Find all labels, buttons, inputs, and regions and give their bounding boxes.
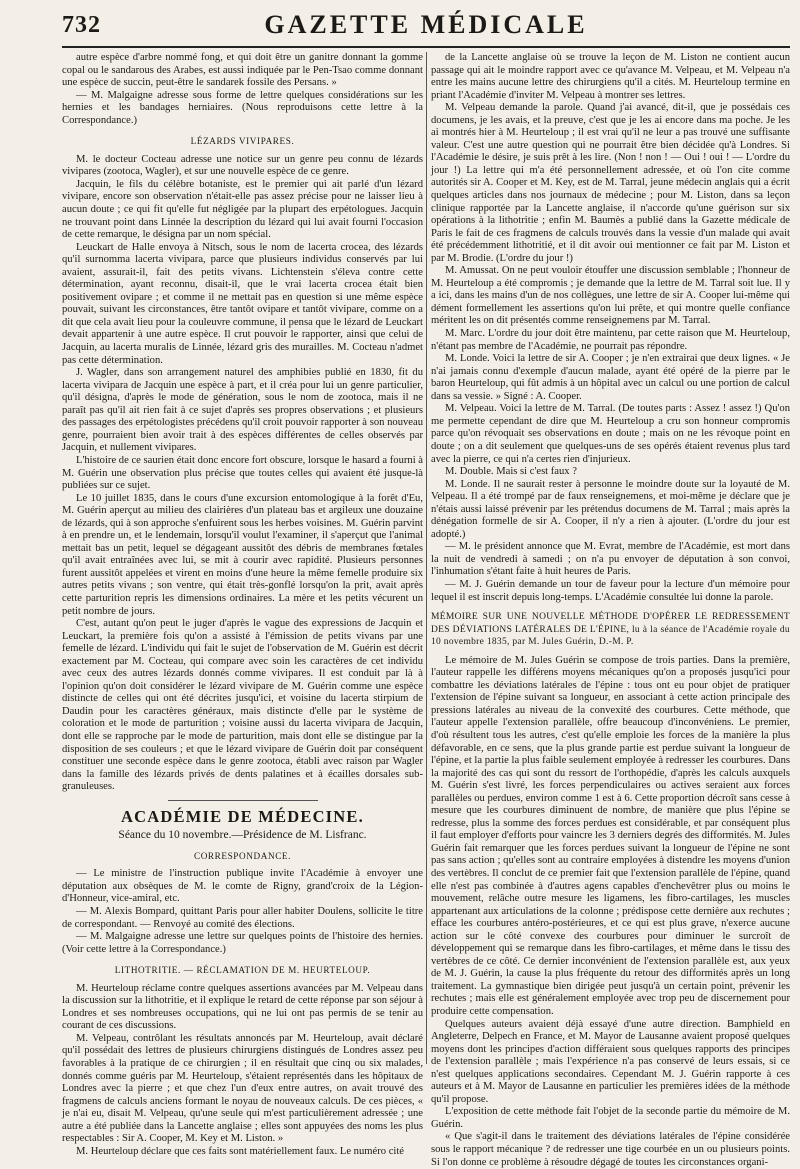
paragraph: L'exposition de cette méthode fait l'objet de la seconde partie du mémoire de M. Guérin. (431, 1106, 790, 1130)
paragraph: L'histoire de ce saurien était donc encore fort obscure, lorsque le hasard a fourni à M. Guérin une observation plus précise que toutes celles qui avaient été jusque-là publiées sur ce sujet. (62, 454, 423, 492)
paragraph: M. Heurteloup réclame contre quelques assertions avancées par M. Velpeau dans la discussion sur la lithotritie, et il explique le retard de cette réponse par son séjour à Londres et ses nombreuses occupations, qui ne lui ont pas permis de se tenir au courant de ces discussions. (62, 982, 423, 1032)
journal-title: GAZETTE MÉDICALE (264, 10, 588, 39)
paragraph: Le 10 juillet 1835, dans le cours d'une excursion entomologique à la forêt d'Eu, M. Guérin aperçut au milieu des clairières d'un plateau bas et argileux une douzaine de lézards, qui à son approche s'enfuirent sous les herbes voisines. M. Guérin parvint à en prendre un, et le lendemain, lorsqu'il voulut l'examiner, il s'aperçut que l'animal mettait bas un petit, lequel se dégageant aussitôt des débris de membranes fœtales qu'il avait entraînées avec lui, se mit à courir avec rapidité. Plusieurs personnes furent aussitôt appelées et virent en moins d'une heure la même femelle produire six autres petits vivans ; son ventre, qui était très-gonflé lorsqu'on la prit, avait après cette parturition repris les dimensions ordinaires. La mère et les petits vécurent un petit nombre de jours. (62, 492, 423, 617)
paragraph: C'est, autant qu'on peut le juger d'après le vague des expressions de Jacquin et Leuckart, la première fois qu'on a assisté à l'émission de petits vivans par une femelle de lézard. L'individu qui fait le sujet de l'observation de M. Guérin est décrit exactement par M. Cocteau, qui compare avec soin les caractères de cet individu avec ceux des autres lézards donnés comme vivipares. Il est conduit par là à l'opinion qu'on doit considérer le lézard vivipare de M. Guérin comme une espèce distincte de celles qui ont été décrites jusqu'ici, et voisine du lacerta stirpium de Daudin pour les caractères généraux, mais distincte d'elle par le système de coloration et le mode de parturition ; voisine aussi du lacerta vivipara de Jacquin, dont elle se rapproche par le mode de parturition, mais dont elle se distingue par la disposition de ses couleurs ; et que le lézard vivipare de Guérin doit par conséquent constituer une seconde espèce dans le genre zootoca, établi avec raison par Wagler dans la famille des lézards privés de dents palatines et à écailles dorsales sub-granuleuses. (62, 618, 423, 793)
paragraph: M. Velpeau. Voici la lettre de M. Tarral. (De toutes parts : Assez ! assez !) Qu'on me permette cependant de dire que M. Heurteloup a cru son honneur compromis parce qu'on révoquait ses observations en doute ; mais on ne les révoque point en doute ; on a dit seulement que quelques-uns de ses opérés étaient revenus plus tard avec la pierre, ce qui n'a certes rien d'injurieux. (431, 403, 790, 465)
column-divider (426, 52, 427, 1064)
section-heading-lithotritie: LITHOTRITIE. — RÉCLAMATION DE M. HEURTELOUP. (114, 965, 371, 976)
paragraph: — M. J. Guérin demande un tour de faveur pour la lecture d'un mémoire pour lequel il est inscrit depuis long-temps. L'Académie consultée lui donne la parole. (431, 578, 790, 603)
section-separator (168, 800, 318, 801)
paragraph: M. Velpeau demande la parole. Quand j'ai avancé, dit-il, que je possédais ces documens, je les avais, et la preuve, c'est que je les ai encore dans ma poche. Je les ai montrés hier à M. Heurteloup ; il est vrai qu'il ne leur a pas trouvé une suffisante valeur. C'est une autre question qui ne pourrait être bien décidée qu'à Londres. Si l'Académie le désire, je suis prêt à les lire. (Non ! non ! — Oui ! oui ! — L'ordre du jour !) La lettre qui m'a été personnellement adressée, et où l'on cite comme autorités sir A. Cooper et M. Key, est de M. Tarral, jeune médecin anglais qui a écrit quelques articles dans nos journaux de médecine ; pour M. Liston, dans sa leçon clinique rapportée par la Lancette anglaise, il n'accorde qu'une guérison sur six opérations à la lithotritie ; enfin M. Baumès a publié dans la Gazette médicale de Paris le fait de ces fragmens de calculs trouvés dans la vessie d'un malade qui avait été précédemment lithotritié, et il dit avoir oui mentionner ce fait par M. Liston et par M. Brodie. (L'ordre du jour !) (431, 102, 790, 264)
paragraph: autre espèce d'arbre nommé fong, et qui doit être un ganitre donnant la gomme copal ou le sandarous des Arabes, est aussi indiquée par le Pen-Tsao comme donnant une espèce de succin, peut-être le sandarek fossile des Persans. » (62, 52, 423, 89)
paragraph: M. Marc. L'ordre du jour doit être maintenu, par cette raison que M. Heurteloup, n'étant pas membre de l'Académie, ne pourrait pas répondre. (431, 328, 790, 352)
paragraph: M. Londe. Voici la lettre de sir A. Cooper ; je n'en extrairai que deux lignes. « Je n'ai jamais connu d'exemple d'aucun malade, ayant été opéré de la pierre par le baron Heurteloup, qui fût admis à un hôpital avec un calcul ou une portion de calcul dans sa vessie. » Signé : A. Cooper. (431, 353, 790, 402)
paragraph: de la Lancette anglaise où se trouve la leçon de M. Liston ne contient aucun passage qui ait le moindre rapport avec ce qu'avance M. Velpeau, et M. Velpeau n'a entre les mains aucune lettre des chirurgiens qu'il a cités. M. Heurteloup termine en priant l'Académie d'inviter M. Velpeau à montrer ses lettres. (431, 52, 790, 101)
section-heading-lezards: LÉZARDS VIVIPARES. (190, 136, 295, 147)
paragraph: M. Londe. Il ne saurait rester à personne le moindre doute sur la loyauté de M. Velpeau. Il a été trompé par de faux renseignemens, et moi-même je déclare que je n'étais aussi laissé prévenir par les prétendus documens de M. Tarral ; mais après la dénégation formelle de sir A. Cooper, il n'y a rien à ajouter. (L'ordre du jour est adopté.) (431, 478, 790, 540)
paragraph: M. le docteur Cocteau adresse une notice sur un genre peu connu de lézards vivipares (zootoca, Wagler), et sur une nouvelle espèce de ce genre. (62, 153, 423, 178)
paragraph: Jacquin, le fils du célèbre botaniste, est le premier qui ait parlé d'un lézard vivipare, encore son observation n'était-elle pas assez précise pour ne laisser lieu à aucun doute ; ce qui fit qu'elle fut négligée par la plupart des erpétologues. Jacquin ne trouvant point dans Linnée la description du lézard qui lui avait fourni l'occasion de cette remarque, le désigna par un nom spécial. (62, 178, 423, 241)
page-number: 732 (62, 12, 101, 38)
paragraph: J. Wagler, dans son arrangement naturel des amphibies publié en 1830, fit du lacerta vivipara de Jacquin une espèce à part, et il créa pour lui un genre particulier, qu'il désigna, d'après le mode de génération, sous le nom de zootoca, mais il ne paraît pas qu'il ait rien fait à ce sujet d'après ses propres observations ; et plusieurs des passages des erpétologistes précédens qu'il croit pouvoir rapporter à son nouveau genre, pourraient bien avoir trait à des espèces différentes de celles observés par Jacquin, et nullement vivipares. (62, 367, 423, 454)
paragraph: M. Double. Mais si c'est faux ? (445, 466, 577, 478)
paragraph: — M. Malgaigne adresse sous forme de lettre quelques considérations sur les hernies et les bandages herniaires. (Nous reproduisons cette lettre à la Correspondance.) (62, 89, 423, 126)
paragraph: — M. Alexis Bompard, quittant Paris pour aller habiter Doulens, sollicite le titre de correspondant. — Renvoyé au comité des élections. (62, 906, 423, 930)
right-column (431, 52, 790, 1168)
page-header (62, 8, 790, 42)
paragraph: M. Amussat. On ne peut vouloir étouffer une discussion semblable ; l'honneur de M. Heurteloup a été compromis ; je demande que la lettre de M. Tarral soit lue. Il y a ici, dans les mains d'un de nos collègues, une lettre de sir A. Cooper lui-même qui dément formellement les assertions qu'on lui prête, et qui montre quelle confiance méritent les on dit présentés comme renseignemens par M. Tarral. (431, 265, 790, 327)
seance-line: Séance du 10 novembre.—Présidence de M. Lisfranc. (118, 829, 367, 842)
section-heading-correspondance: CORRESPONDANCE. (193, 850, 292, 861)
paragraph: — M. le président annonce que M. Evrat, membre de l'Académie, est mort dans la nuit de vendredi à samedi ; on n'a pu envoyer de députation à son convoi, l'inhumation s'étant faite à huit heures de Paris. (431, 541, 790, 578)
paragraph: M. Velpeau, contrôlant les résultats annoncés par M. Heurteloup, avait déclaré qu'il possédait des lettres de plusieurs chirurgiens distingués de Londres assez peu favorables à la pratique de ce chirurgien ; il en résultait que cinq ou six malades, donnés comme guéris par M. Heurteloup, s'étaient représentés dans les hôpitaux de Londres avec la pierre ; et que chez l'un d'eux entre autres, on avait trouvé des fragmens de calculs anciens formant le noyau de nouveaux calculs. De ces pièces, « je n'ai eu, disait M. Velpeau, qu'une seule qui m'est particulièrement adressée ; une autre a été publiée dans la Lancette anglaise ; elles sont appuyées des noms les plus respectables : Sir A. Cooper, M. Key et M. Liston. » (62, 1032, 423, 1145)
academie-heading: ACADÉMIE DE MÉDECINE. (121, 806, 364, 826)
paragraph: Le mémoire de M. Jules Guérin se compose de trois parties. Dans la première, l'auteur rappelle les différens moyens mécaniques qu'on a proposés jusqu'ici pour combattre les déviations latérales de l'épine : tous ont eu pour objet de pratiquer l'extension de l'épine suivant sa longueur, en associant à cette action principale des pressions latérales au niveau de la convexité des courbures. Cette méthode, que l'auteur appelle l'extension parallèle, offre beaucoup d'inconvéniens. Le premier, d'où résultent tous les autres, c'est qu'elle emploie les forces de la manière la plus défavorable, en ce sens, que la plus grande partie est perdue suivant la longueur de l'épine, et la partie la plus faible seulement employée à redresser les courbures. Dans la majorité des cas qui sont du ressort de l'orthopédie, d'après les calculs auxquels M. Guérin s'est livré, les forces perpendiculaires ou actives seraient aux forces parallèles ou perdues, environ comme 1 est à 6. Cette proportion décroît sans cesse à mesure que les courbures diminuent de nombre, de manière que plus l'épine se redresse, plus la somme des forces perdues est considérable, et par conséquent plus il faut employer d'efforts pour vaincre les 3 derniers degrés des difformités. M. Jules Guérin fait remarquer que les forces perdues suivant la longueur de l'épine ne sont pas sans action ; qu'elles sont au contraire employées à distendre les moyens d'union des vertèbres. Il conclut de ce premier fait que l'extension parallèle de l'épine, quand elle n'est pas combinée à d'autres agens capables d'enchevêtrer plus ou moins le mouvement, relâche outre mesure les ligamens, les fibro-cartilages, les muscles appartenant aux articulations de la colonne ; prédispose cette dernière aux rechutes ; efface les courbures antéro-postérieures, et ce qui est plus grave, n'exerce aucune action sur le côté convexe des courbures pour diminuer le surcroît de développement qui se remarque dans les fibro-cartilages, et même dans le tissu des vertèbres de ce côté. Ce dernier inconvénient de l'extension parallèle est, aux yeux de M. J. Guérin, la cause la plus fréquente du retour des difformités après un long traitement. La gymnastique bien dirigée peut jusqu'à un certain point, prévenir les rechutes ; mais elle est généralement employée avec trop peu de discernement pour produire cette compensation. (431, 654, 790, 1018)
header-rule (62, 46, 790, 48)
left-column (62, 52, 423, 1157)
paragraph: « Que s'agit-il dans le traitement des déviations latérales de l'épine considérée sous le rapport mécanique ? de redresser une tige courbée en un ou plusieurs points. Si l'on donne ce problème à résoudre dégagé de toutes les circonstances organi- (431, 1131, 790, 1168)
memoire-heading: MÉMOIRE SUR UNE NOUVELLE MÉTHODE D'OPÉRER LE REDRESSEMENT DES DÉVIATIONS LATÉRALES DE L'ÉPINE, lu à la séance de l'Académie royale du 10 novembre 1835, par M. Jules Guérin, D.-M. P. (431, 612, 790, 648)
paragraph: — Le ministre de l'instruction publique invite l'Académie à envoyer une députation aux obsèques de M. le comte de Rigny, grand'croix de la Légion-d'Honneur, vice-amiral, etc. (62, 868, 423, 905)
paragraph: M. Heurteloup déclare que ces faits sont matériellement faux. Le numéro cité (76, 1145, 404, 1157)
paragraph: — M. Malgaigne adresse une lettre sur quelques points de l'histoire des hernies. (Voir cette lettre à la Correspondance.) (62, 931, 423, 955)
paragraph: Leuckart de Halle envoya à Nitsch, sous le nom de lacerta crocea, des lézards qu'il surnomma lacerta vivipara, parce que plusieurs individus conservés par lui avaient, assurait-il, fait des petits vivans. Lichtenstein s'éleva contre cette détermination, ayant reconnu, disait-il, que le vrai lacerta crocea était bien positivement ovipare ; et comme il ne mettait pas en question si une même espèce pouvait, suivant les circonstances, être tantôt ovipare et tantôt vivipare, comme on a dit que cela avait lieu pour la couleuvre commune, il pensa que le lézard de Leuckart devait appartenir à une autre espèce. Il crut pouvoir le rapporter, ainsi que celui de Jacquin, au lacerta muralis de Linnée, lézard gris des murailles. M. Cocteau n'admet pas cette détermination. (62, 241, 423, 366)
paragraph: Quelques auteurs avaient déjà essayé d'une autre direction. Bamphield en Angleterre, Delpech en France, et M. Mayor de Lausanne avaient proposé quelques moyens dont les principes d'action différaient sous quelques rapports des principes de l'extension parallèle ; mais l'expérience n'a pas conservé de leurs essais, si ce n'est quelques applications secondaires. Cependant M. J. Guérin rapporte à ces auteurs et à M. Mayor de Lausanne en particulier les premières idées de la méthode qu'il propose. (431, 1018, 790, 1105)
